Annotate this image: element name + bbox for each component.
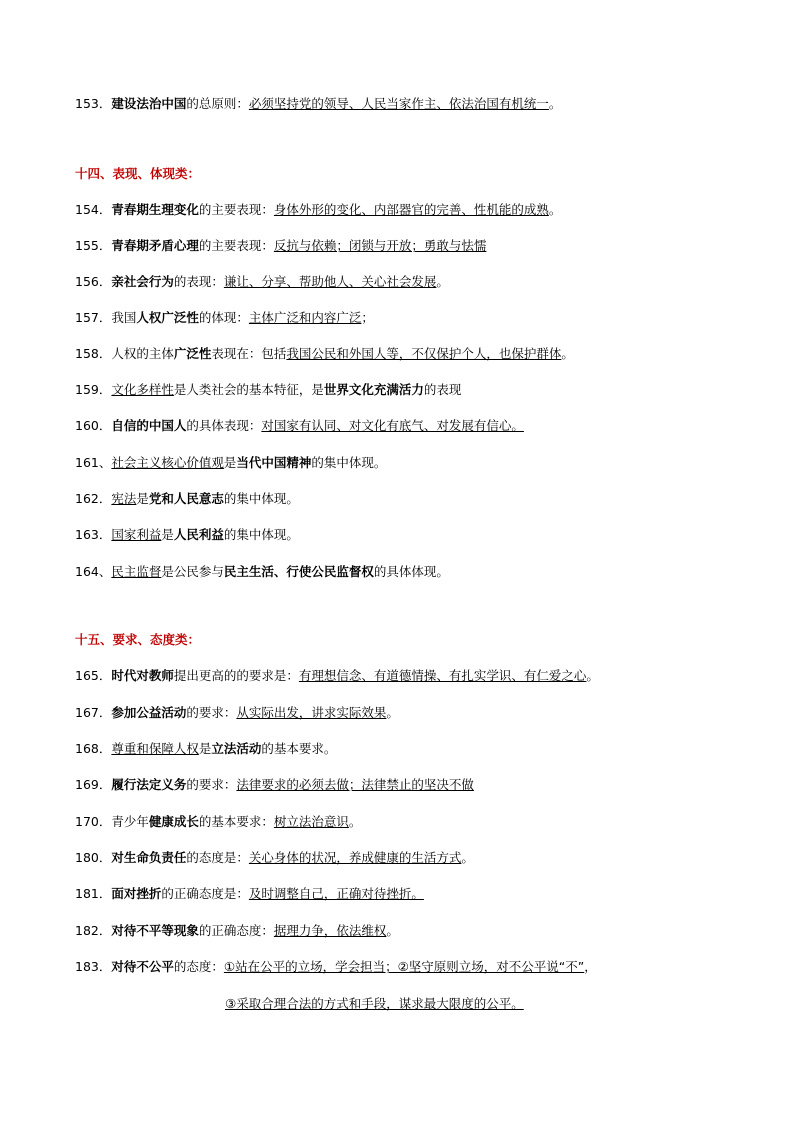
item-168: 168．尊重和保障人权是立法活动的基本要求。: [75, 741, 337, 756]
item-157: 157．我国人权广泛性的体现：主体广泛和内容广泛；: [75, 310, 374, 325]
section-heading-14: 十四、表现、体现类：: [75, 166, 201, 181]
item-162: 162．宪法是党和人民意志的集中体现。: [75, 491, 299, 506]
item-180: 180．对生命负责任的态度是：关心身体的状况，养成健康的生活方式。: [75, 850, 474, 865]
item-183: 183．对待不公平的态度：①站在公平的立场，学会担当；②坚守原则立场，对不公平说“不”，: [75, 959, 597, 974]
section-heading-15: 十五、要求、态度类：: [75, 632, 201, 647]
item-164: 164、民主监督是公民参与民主生活、行使公民监督权的具体体现。: [75, 564, 449, 579]
item-181: 181．面对挫折的正确态度是：及时调整自己，正确对待挫折。: [75, 886, 424, 901]
item-183-continued: ③采取合理合法的方式和手段，谋求最大限度的公平。: [225, 996, 524, 1011]
item-161: 161、社会主义核心价值观是当代中国精神的集中体现。: [75, 455, 387, 470]
item-160: 160．自信的中国人的具体表现：对国家有认同、对文化有底气、对发展有信心。: [75, 418, 524, 433]
item-155: 155．青春期矛盾心理的主要表现：反抗与依赖；闭锁与开放；勇敢与怯懦: [75, 238, 487, 253]
item-170: 170．青少年健康成长的基本要求：树立法治意识。: [75, 814, 362, 829]
item-167: 167．参加公益活动的要求：从实际出发，讲求实际效果。: [75, 705, 399, 720]
item-182: 182．对待不平等现象的正确态度：据理力争，依法维权。: [75, 923, 399, 938]
item-165: 165．时代对教师提出更高的的要求是：有理想信念、有道德情操、有扎实学识、有仁爱之心。: [75, 668, 599, 683]
item-154: 154．青春期生理变化的主要表现：身体外形的变化、内部器官的完善、性机能的成熟。: [75, 202, 562, 217]
item-169: 169．履行法定义务的要求：法律要求的必须去做；法律禁止的坚决不做: [75, 777, 474, 792]
item-159: 159．文化多样性是人类社会的基本特征，是世界文化充满活力的表现: [75, 382, 462, 397]
item-158: 158．人权的主体广泛性表现在：包括我国公民和外国人等，不仅保护个人，也保护群体。: [75, 346, 574, 361]
item-163: 163．国家利益是人民利益的集中体现。: [75, 527, 299, 542]
item-156: 156．亲社会行为的表现：谦让、分享、帮助他人、关心社会发展。: [75, 274, 449, 289]
item-153: 153．建设法治中国的总原则：必须坚持党的领导、人民当家作主、依法治国有机统一。: [75, 96, 562, 111]
